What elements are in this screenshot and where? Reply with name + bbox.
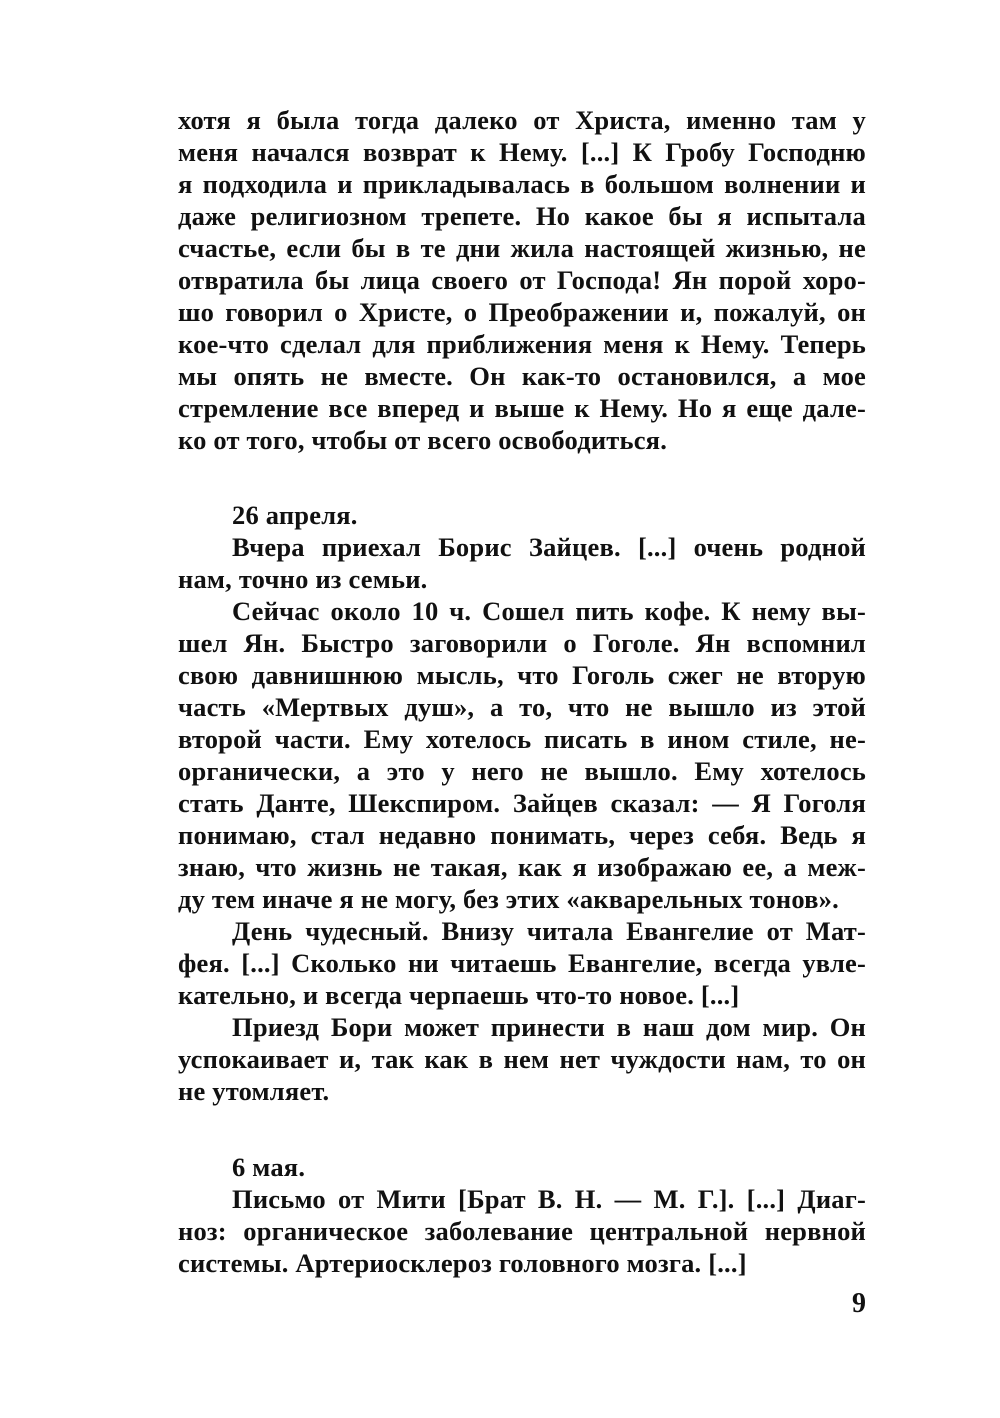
text-line: часть «Мертвых душ», а то, что не вышло из этой [178,692,866,722]
text-line: системы. Артериосклероз головного мозга. [...] [178,1248,747,1278]
text-line: ко от того, чтобы от всего освободиться. [178,425,668,455]
text-line: Письмо от Мити [Брат В. Н. — М. Г.]. [...] Диаг- [232,1184,866,1214]
text-line: знаю, что жизнь не такая, как я изображаю ее, а меж- [178,852,866,882]
text-line: ду тем иначе я не могу, без этих «акварельных тонов». [178,884,839,914]
text-line: счастье, если бы в те дни жила настоящей жизнью, не [178,233,866,263]
text-line: свою давнишнюю мысль, что Гоголь сжег не вторую [178,660,866,690]
text-line: кое-что сделал для приближения меня к Нему. Теперь [178,329,866,359]
text-line: я подходила и прикладывалась в большом волнении и [178,169,866,199]
entry-date: 26 апреля. [232,500,358,530]
text-line: Сейчас около 10 ч. Сошел пить кофе. К нему вы- [232,596,866,626]
page-number: 9 [852,1288,866,1319]
text-line: даже религиозном трепете. Но какое бы я испытала [178,201,866,231]
text-line: не утомляет. [178,1076,330,1106]
text-line: Вчера приехал Борис Зайцев. [...] очень родной [232,532,866,562]
text-line: кательно, и всегда черпаешь что-то новое. [...] [178,980,740,1010]
text-line: Приезд Бори может принести в наш дом мир. Он [232,1012,866,1042]
text-line: День чудесный. Внизу читала Евангелие от Мат- [232,916,866,946]
text-line: стать Данте, Шекспиром. Зайцев сказал: — Я Гоголя [178,788,866,818]
text-line: шел Ян. Быстро заговорили о Гоголе. Ян вспомнил [178,628,866,658]
text-line: мы опять не вместе. Он как-то остановился, а мое [178,361,866,391]
text-line: второй части. Ему хотелось писать в ином стиле, не- [178,724,866,754]
text-line: понимаю, стал недавно понимать, через себя. Ведь я [178,820,866,850]
text-line: фея. [...] Сколько ни читаешь Евангелие, всегда увле- [178,948,866,978]
text-line: нам, точно из семьи. [178,564,428,594]
entry-date: 6 мая. [232,1152,306,1182]
text-line: ноз: органическое заболевание центральной нервной [178,1216,866,1246]
text-line: органически, а это у него не вышло. Ему хотелось [178,756,866,786]
text-line: стремление все вперед и выше к Нему. Но я еще дале- [178,393,866,423]
text-line: отвратила бы лица своего от Господа! Ян порой хоро- [178,265,866,295]
text-line: шо говорил о Христе, о Преображении и, пожалуй, он [178,297,866,327]
text-line: хотя я была тогда далеко от Христа, именно там у [178,105,866,135]
text-line: меня начался возврат к Нему. [...] К Гробу Господню [178,137,866,167]
text-line: успокаивает и, так как в нем нет чуждости нам, то он [178,1044,866,1074]
